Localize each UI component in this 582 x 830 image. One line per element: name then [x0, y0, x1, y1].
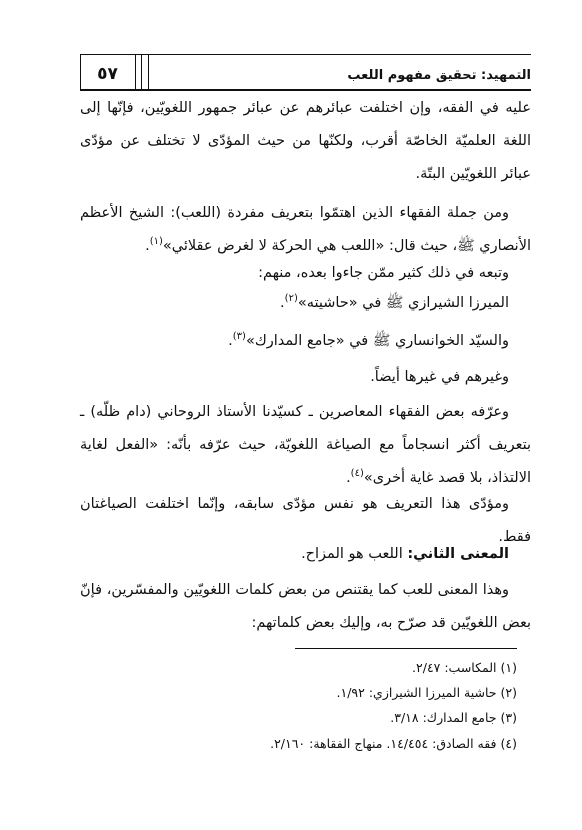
paragraph-3-text: وتبعه في ذلك كثير ممّن جاءوا بعده، منهم: — [258, 265, 509, 281]
paragraph-4-end: . — [280, 295, 285, 311]
section-heading-label: المعنى الثاني: — [407, 546, 509, 562]
footnote-ref-2: (٢) — [284, 293, 298, 304]
paragraph-1 — [80, 92, 531, 191]
paragraph-1-text: عليه في الفقه، وإن اختلفت عبائرهم عن عبائر جمهور اللغويّين، فإنّها إلى اللغة العلميّة الخاصّة أقرب، ولكنّها من حيث المؤدّى لا تختلف عن مؤدّى عبائر اللغويّين البتّة. — [80, 100, 531, 182]
footnote-4: (٤) فقه الصادق: ١٤/٤٥٤. منهاج الفقاهة: ٢/١٦٠. — [270, 736, 517, 751]
footnote-ref-1: (١) — [149, 236, 163, 247]
header-divider-1 — [135, 54, 136, 91]
page-number: ٥٧ — [97, 64, 118, 84]
section-heading-text: اللعب هو المزاح. — [301, 546, 408, 562]
header-divider-2 — [141, 54, 142, 91]
paragraph-2-end: . — [145, 238, 150, 254]
paragraph-5-text: والسيّد الخوانساري ﷺ في «جامع المدارك» — [245, 333, 509, 349]
paragraph-10-text: وهذا المعنى للعب كما يقتنص من بعض كلمات اللغويّين والمفسّرين، فإنّ بعض اللغويّين قد صرّح به، وإليك بعض كلماتهم: — [80, 582, 531, 631]
paragraph-4-text: الميرزا الشيرازي ﷺ في «حاشيته» — [297, 295, 509, 311]
paragraph-5 — [80, 325, 531, 358]
running-header-title: التمهيد: تحقيق مفهوم اللعب — [347, 68, 531, 83]
paragraph-5-end: . — [228, 333, 233, 349]
paragraph-6 — [80, 361, 531, 394]
header-divider-3 — [148, 54, 149, 91]
paragraph-7-text: وعرّفه بعض الفقهاء المعاصرين ـ كسيّدنا الأستاذ الروحاني (دام ظلّه) ـ بتعريف أكثر انسجاماً مع الصياغة اللغويّة، حيث عرّفه بأنّه: «الفعل لغاية الالتذاذ، بلا قصد غاية أخرى» — [80, 404, 531, 486]
footnote-1: (١) المكاسب: ٢/٤٧. — [412, 660, 517, 675]
footnote-3: (٣) جامع المدارك: ٣/١٨. — [390, 710, 517, 725]
section-heading — [80, 538, 531, 571]
paragraph-6-text: وغيرهم في غيرها أيضاً. — [370, 369, 509, 385]
footnote-2: (٢) حاشية الميرزا الشيرازي: ١/٩٢. — [336, 685, 517, 700]
footnote-ref-4: (٤) — [350, 468, 364, 479]
paragraph-3 — [80, 257, 531, 290]
footnote-separator — [295, 648, 517, 649]
paragraph-4 — [80, 287, 531, 320]
paragraph-7 — [80, 396, 531, 495]
footnote-ref-3: (٣) — [232, 331, 246, 342]
paragraph-10 — [80, 574, 531, 640]
paragraph-8-text: ومؤدّى هذا التعريف هو نفس مؤدّى سابقه، وإنّما اختلفت الصياغتان فقط. — [80, 496, 531, 545]
paragraph-7-end: . — [346, 470, 351, 486]
paragraph-2 — [80, 197, 531, 263]
paragraph-2-text: ومن جملة الفقهاء الذين اهتمّوا بتعريف مفردة (اللعب): الشيخ الأعظم الأنصاري ﷺ، حيث قال: «اللعب هي الحركة لا لغرض عقلائي» — [80, 205, 531, 254]
